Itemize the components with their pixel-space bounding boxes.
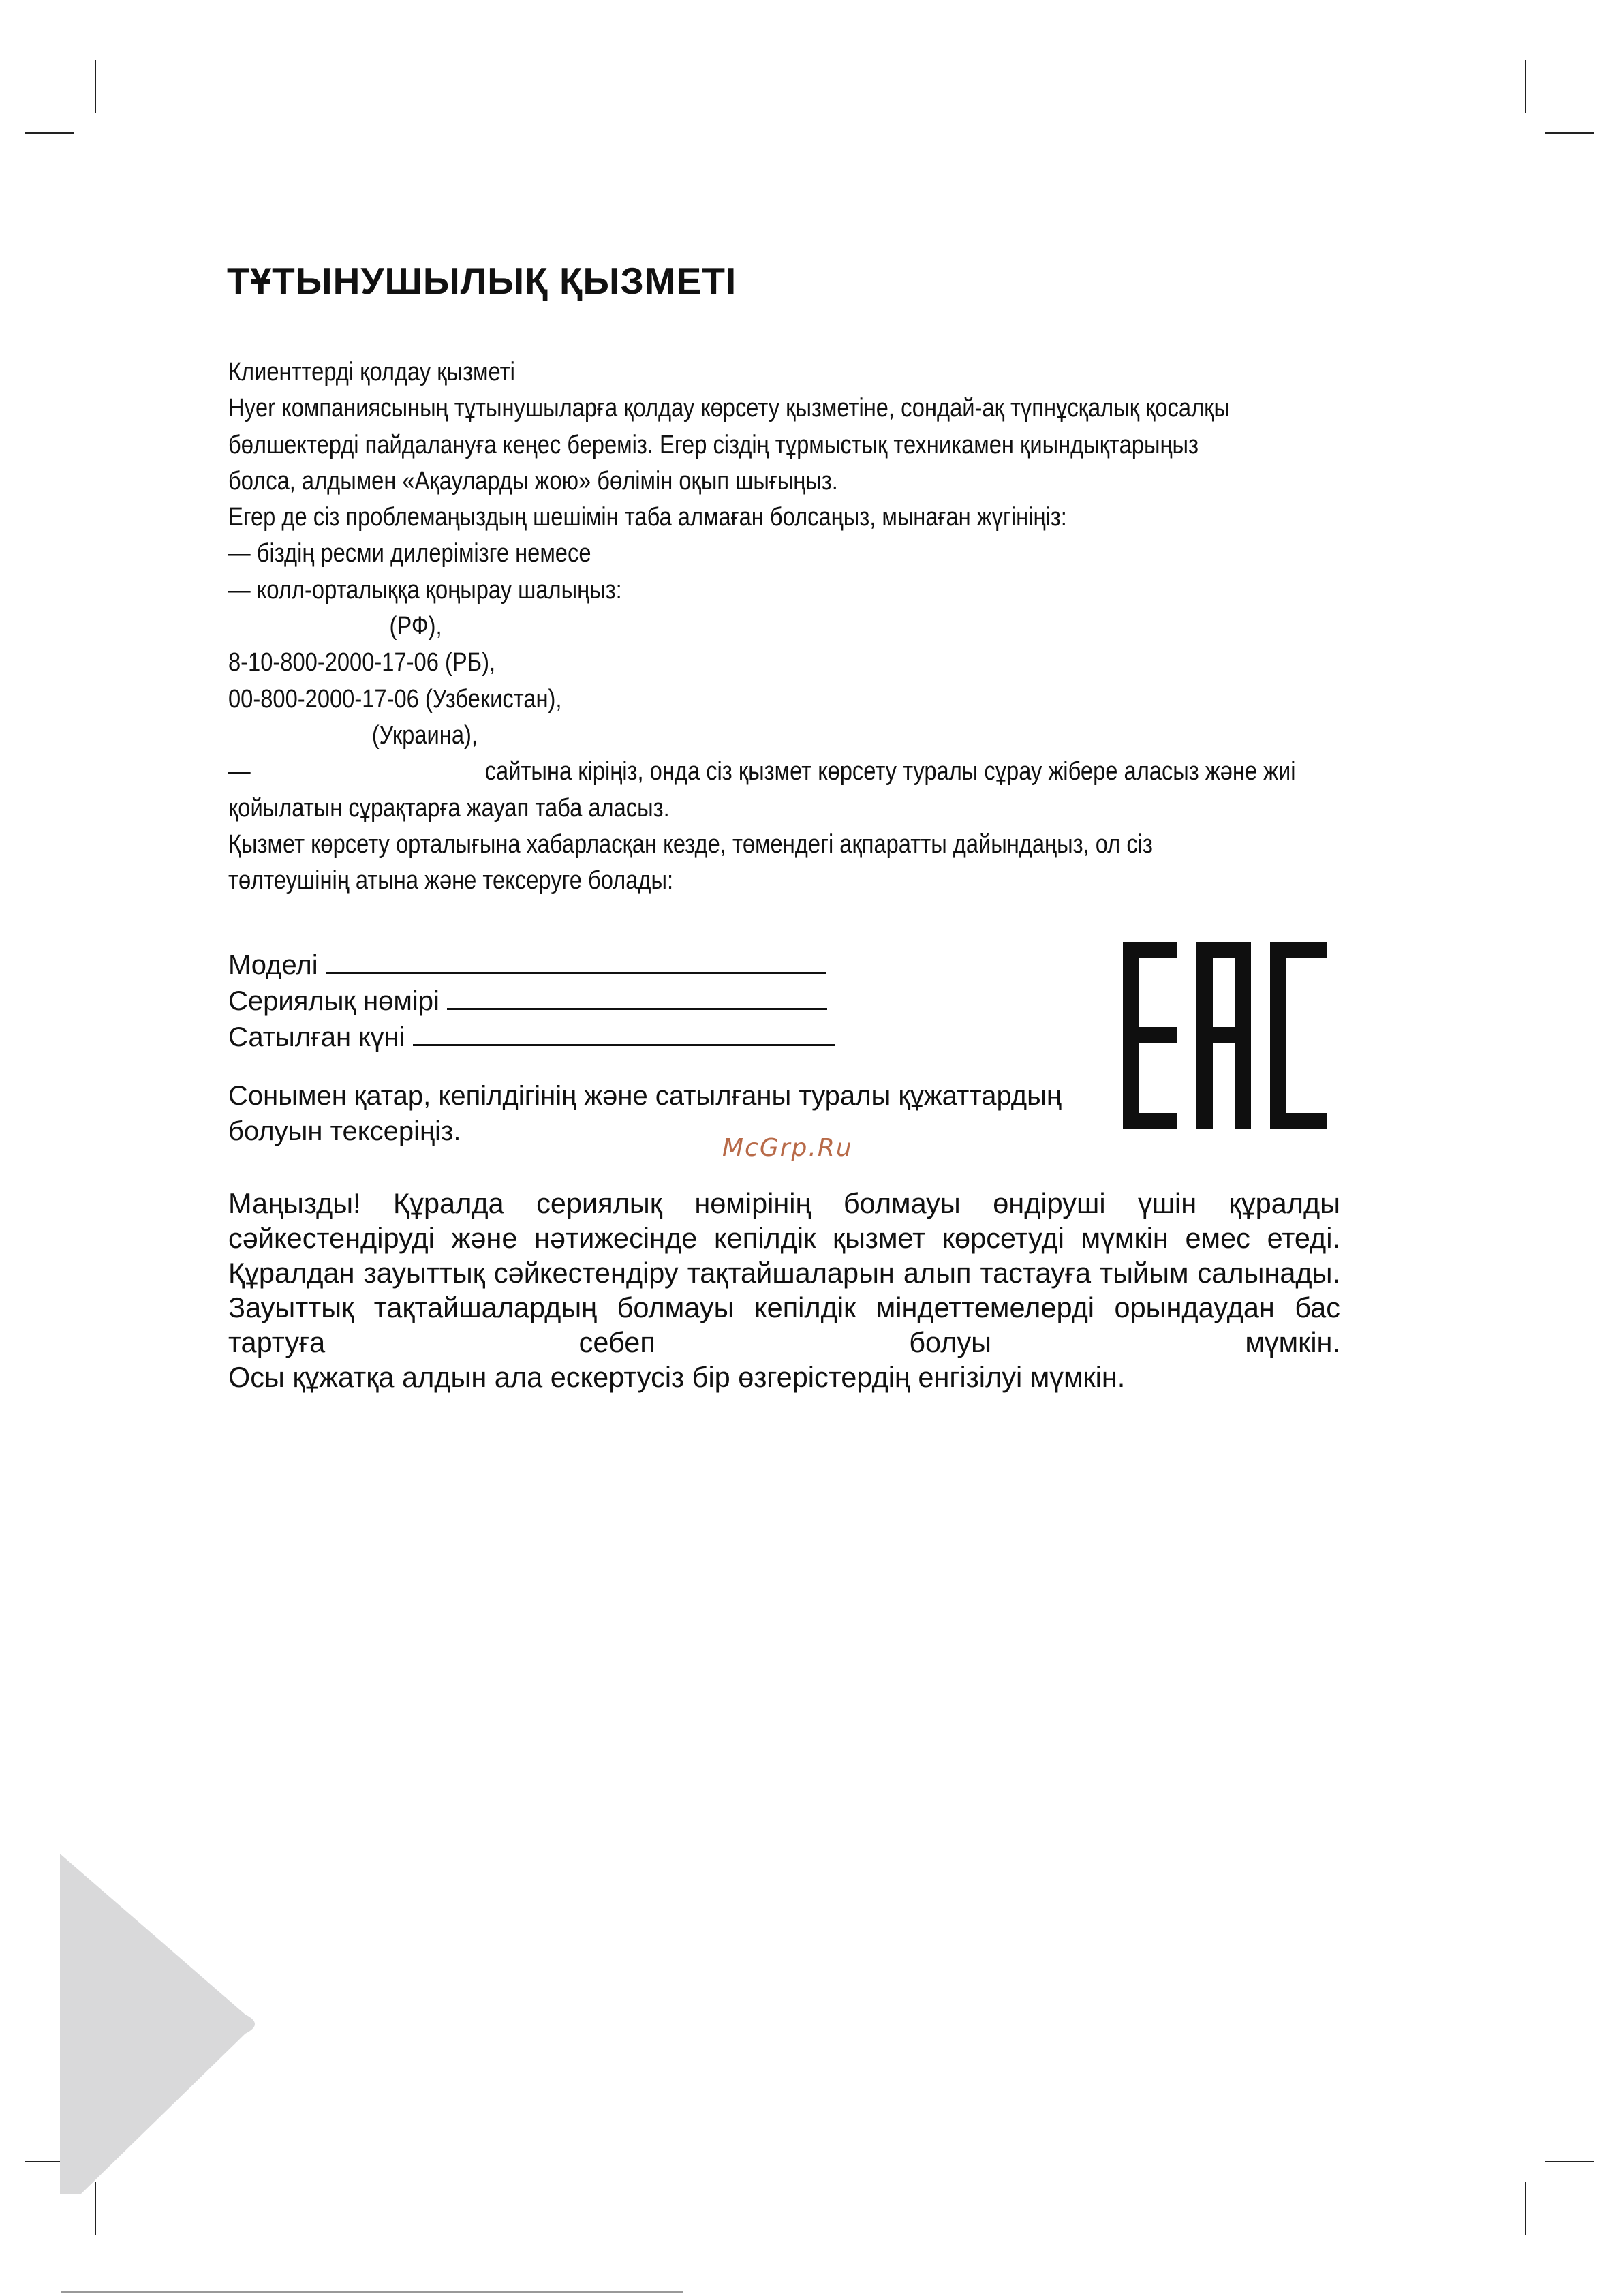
model-field[interactable]	[326, 949, 826, 974]
model-label: Моделі	[228, 950, 318, 980]
contact-info-block	[228, 354, 1296, 899]
model-row	[228, 947, 835, 983]
bottom-rule	[61, 2291, 683, 2293]
crop-mark	[95, 60, 96, 113]
service-line: төлтеушінің атына және тексеруге болады:	[228, 866, 674, 896]
phone-ua: (Украина),	[371, 720, 478, 750]
date-label: Сатылған күні	[228, 1022, 405, 1052]
phone-rb: 8-10-800-2000-17-06 (РБ),	[228, 648, 496, 677]
site-line	[228, 754, 1296, 790]
crop-mark	[25, 132, 74, 134]
body-line: Hyer компаниясының тұтынушыларға қолдау көрсету қызметіне, сондай-ақ түпнұсқалық қосалқы	[228, 394, 1230, 423]
crop-mark	[1525, 60, 1526, 113]
body-line: бөлшектерді пайдалануға кеңес береміз. Егер сіздің тұрмыстық техникамен қиындықтарыңыз	[228, 430, 1199, 459]
body-line: болса, алдымен «Ақауларды жою» бөлімін оқып шығыңыз.	[228, 466, 838, 495]
disclaimer: Осы құжатқа алдын ала ескертусіз бір өзгерістердің енгізілуі мүмкін.	[228, 1361, 1126, 1393]
site-line-2: қойылатын сұрақтарға жауап таба аласыз.	[228, 793, 670, 823]
site-dash: —	[228, 757, 251, 786]
serial-row	[228, 983, 835, 1020]
crop-mark	[1545, 2161, 1594, 2162]
body-line: Клиенттерді қолдау қызметі	[228, 358, 515, 386]
page-title: ТҰТЫНУШЫЛЫҚ ҚЫЗМЕТІ	[227, 260, 737, 302]
important-notice	[228, 1186, 1340, 1394]
warranty-note	[228, 1078, 1062, 1149]
note-line: Сонымен қатар, кепілдігінің және сатылғаны туралы құжаттардың	[228, 1081, 1062, 1111]
body-line: Егер де сіз проблемаңыздың шешімін таба алмаған болсаңыз, мынаған жүгініңіз:	[228, 503, 1067, 532]
service-line: Қызмет көрсету орталығына хабарласқан кезде, төмендегі ақпаратты дайындаңыз, ол сіз	[228, 829, 1153, 859]
phone-uz: 00-800-2000-17-06 (Узбекистан),	[228, 684, 562, 714]
eac-mark-logo	[1123, 942, 1327, 1133]
serial-field[interactable]	[447, 985, 827, 1010]
watermark: McGrp.Ru	[722, 1134, 853, 1162]
corner-decoration	[60, 1854, 264, 2198]
serial-label: Сериялық нөмірі	[228, 986, 439, 1016]
crop-mark	[1525, 2182, 1526, 2235]
phone-rf: (РФ),	[389, 612, 442, 641]
product-info-form	[228, 947, 835, 1056]
body-line: — біздің ресми дилерімізге немесе	[228, 539, 591, 568]
body-line: — колл-орталыққа қоңырау шалыңыз:	[228, 575, 622, 604]
site-text: сайтына кіріңіз, онда сіз қызмет көрсету туралы сұрау жібере аласыз және жиі	[484, 757, 1296, 786]
crop-mark	[1545, 132, 1594, 134]
date-row	[228, 1020, 835, 1056]
note-line: болуын тексеріңіз.	[228, 1116, 461, 1146]
important-paragraph: Маңызды! Құралда сериялық нөмірінің болмауы өндіруші үшін құралды сәйкестендіруді және нәтижесінде кепілдік қызмет көрсетуді мүмкін емес етеді. Құралдан зауыттық сәйкестендіру тақтайшаларын алып тастауға тыйым салынады. Зауыттық тақтайшалардың болмауы кепілдік міндеттемелерді орындаудан бас тартуға себеп болуы мүмкін.	[228, 1187, 1340, 1358]
date-field[interactable]	[413, 1021, 835, 1046]
